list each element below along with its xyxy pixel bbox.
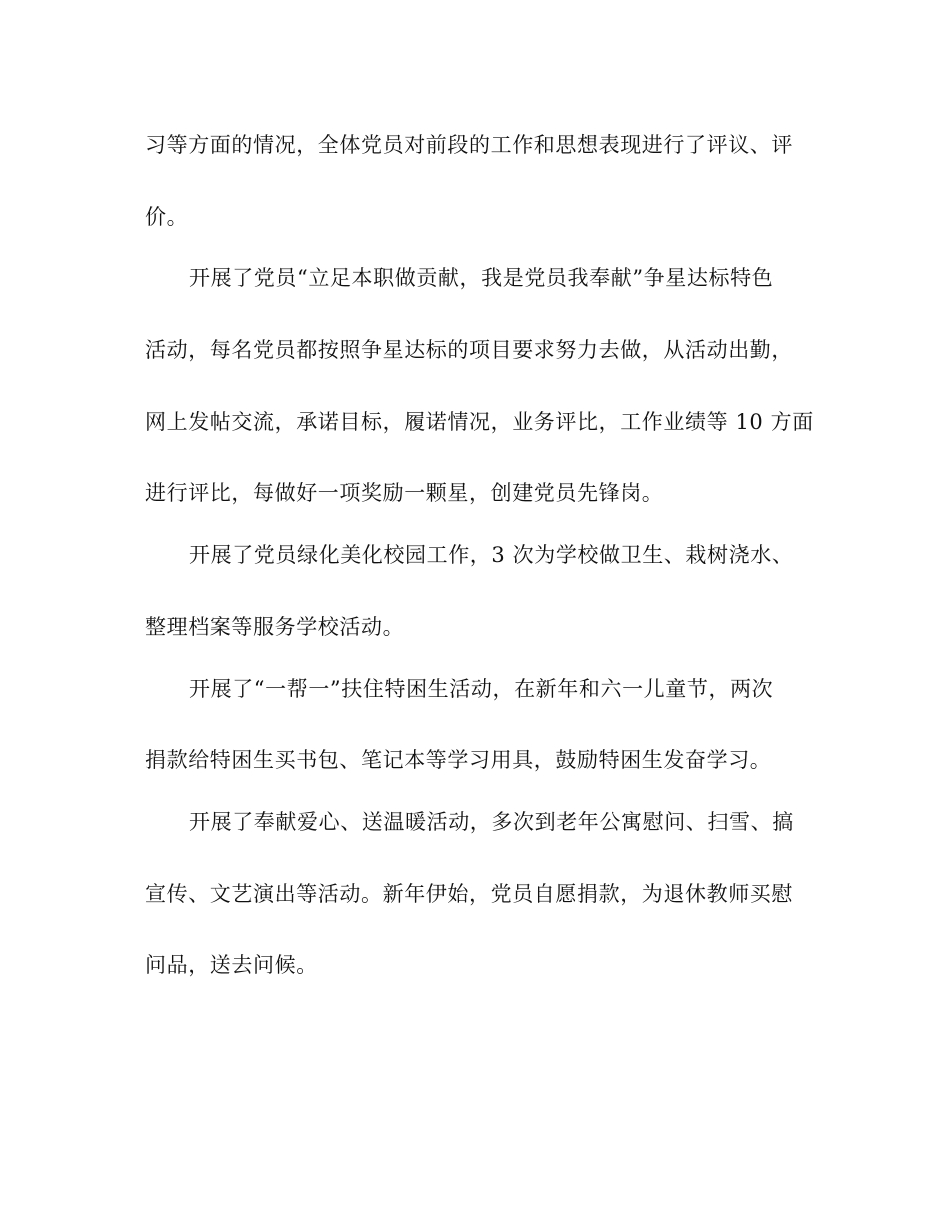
text-line-1: 习等方面的情况，全体党员对前段的工作和思想表现进行了评议、评 [145,133,793,157]
text-line-9: 开展了“一帮一”扶住特困生活动，在新年和六一儿童节，两次 [189,677,774,701]
text-line-13: 问品，送去问候。 [145,953,318,977]
text-line-7: 开展了党员绿化美化校园工作，3 次为学校做卫生、栽树浇水、 [189,543,794,567]
text-line-10: 捐款给特困生买书包、笔记本等学习用具，鼓励特困生发奋学习。 [145,748,772,772]
text-line-11: 开展了奉献爱心、送温暖活动，多次到老年公寓慰问、扫雪、搞 [189,810,794,834]
text-line-3: 开展了党员“立足本职做贡献，我是党员我奉献”争星达标特色 [189,266,774,290]
text-line-8: 整理档案等服务学校活动。 [145,615,405,639]
text-line-5: 网上发帖交流，承诺目标，履诺情况，业务评比，工作业绩等 10 方面 [145,410,814,434]
text-line-12: 宣传、文艺演出等活动。新年伊始，党员自愿捐款，为退休教师买慰 [145,882,793,906]
text-line-6: 进行评比，每做好一项奖励一颗星，创建党员先锋岗。 [145,481,664,505]
text-line-4: 活动，每名党员都按照争星达标的项目要求努力去做，从活动出勤， [145,338,793,362]
text-line-2: 价。 [145,205,189,229]
